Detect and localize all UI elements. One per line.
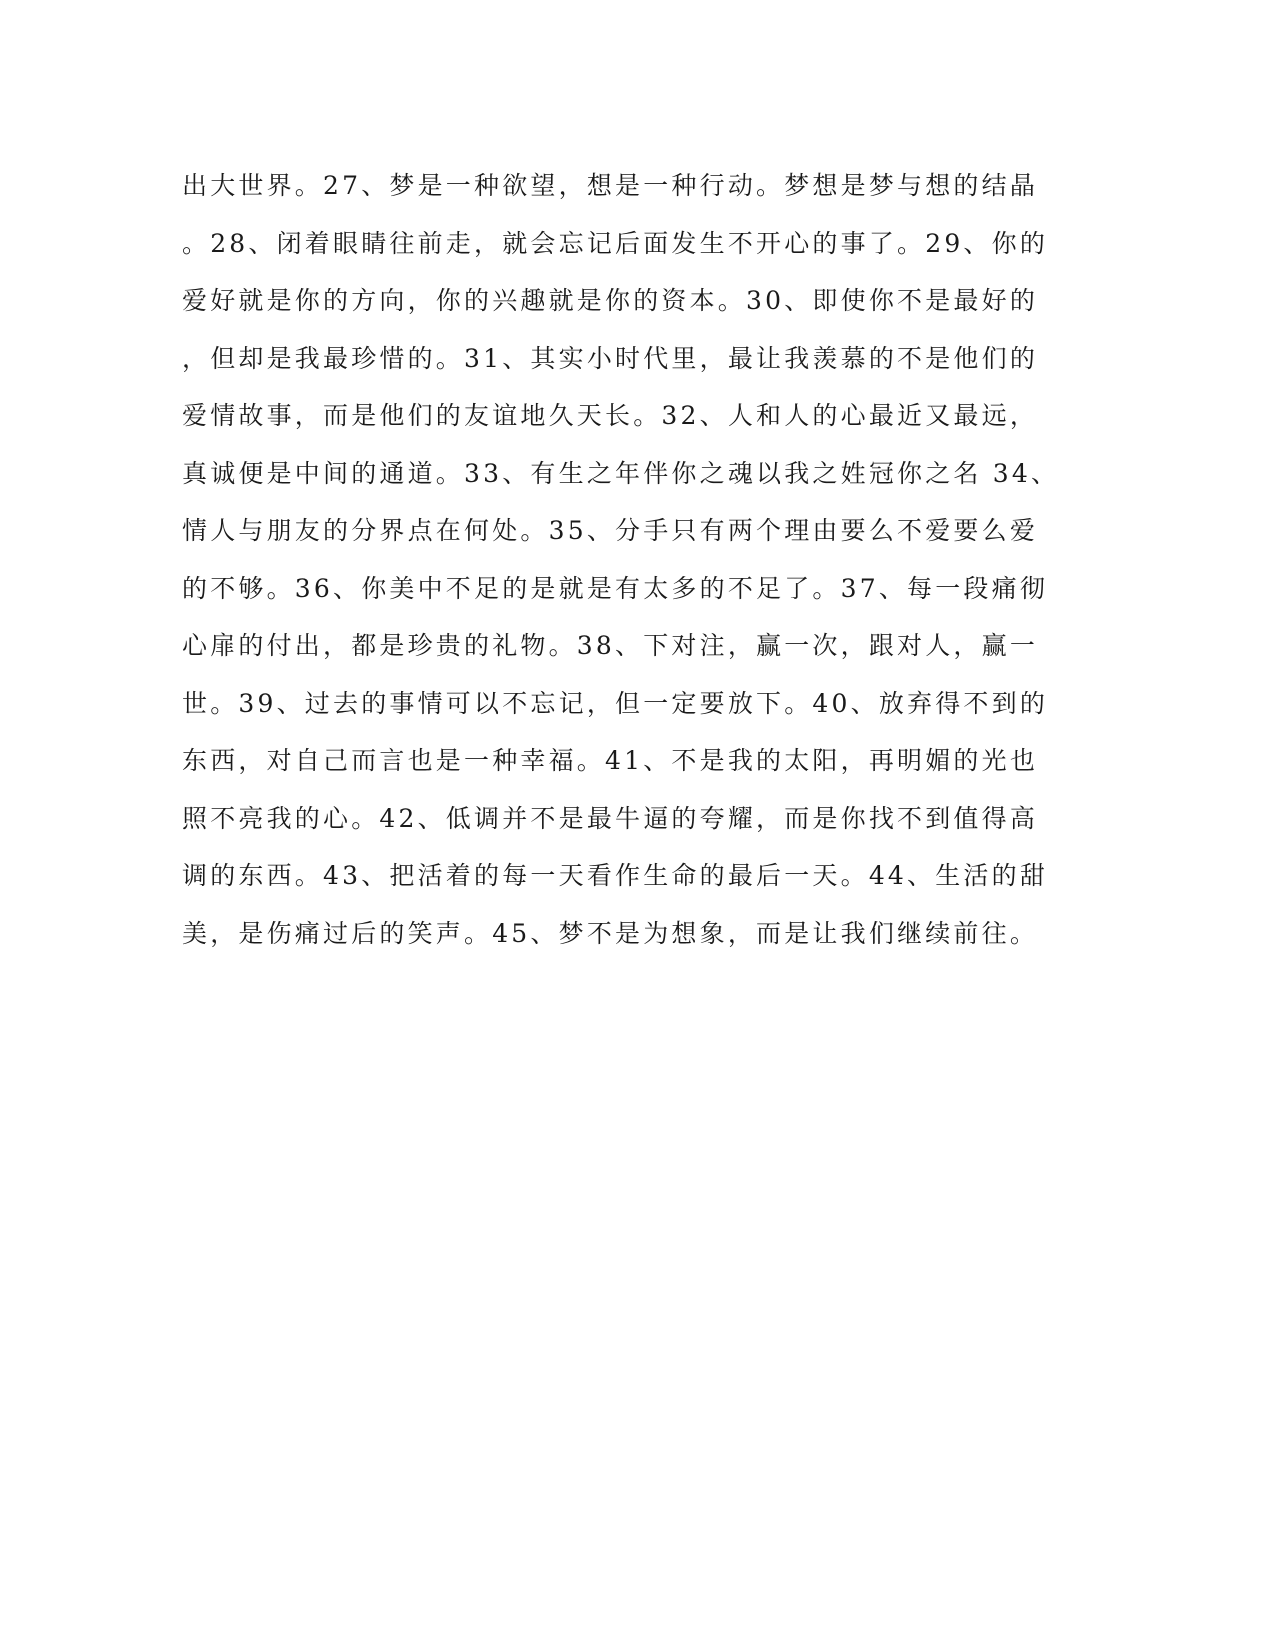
text-line: 照不亮我的心。42、低调并不是最牛逼的夸耀，而是你找不到值得高 (182, 803, 1039, 833)
text-line: 。28、闭着眼睛往前走，就会忘记后面发生不开心的事了。29、你的 (182, 228, 1049, 258)
text-line: 情人与朋友的分界点在何处。35、分手只有两个理由要么不爱要么爱 (182, 516, 1039, 545)
text-line: 出大世界。27、梦是一种欲望，想是一种行动。梦想是梦与想的结晶 (182, 171, 1039, 200)
text-line: 美，是伤痛过后的笑声。45、梦不是为想象，而是让我们继续前往。 (182, 918, 1039, 948)
body-text (182, 157, 1060, 962)
text-line: 的不够。36、你美中不足的是就是有太多的不足了。37、每一段痛彻 (182, 573, 1049, 603)
text-line: 心扉的付出，都是珍贵的礼物。38、下对注，赢一次，跟对人，赢一 (182, 631, 1039, 660)
text-line: 调的东西。43、把活着的每一天看作生命的最后一天。44、生活的甜 (182, 861, 1049, 890)
text-line: 爱好就是你的方向，你的兴趣就是你的资本。30、即使你不是最好的 (182, 286, 1039, 315)
text-line: 爱情故事，而是他们的友谊地久天长。32、人和人的心最近又最远， (182, 401, 1039, 430)
text-line: ，但却是我最珍惜的。31、其实小时代里，最让我羡慕的不是他们的 (182, 343, 1039, 373)
text-line: 世。39、过去的事情可以不忘记，但一定要放下。40、放弃得不到的 (182, 688, 1049, 718)
text-line: 东西，对自己而言也是一种幸福。41、不是我的太阳，再明媚的光也 (182, 746, 1039, 775)
text-line: 真诚便是中间的通道。33、有生之年伴你之魂以我之姓冠你之名 34、 (182, 458, 1060, 488)
